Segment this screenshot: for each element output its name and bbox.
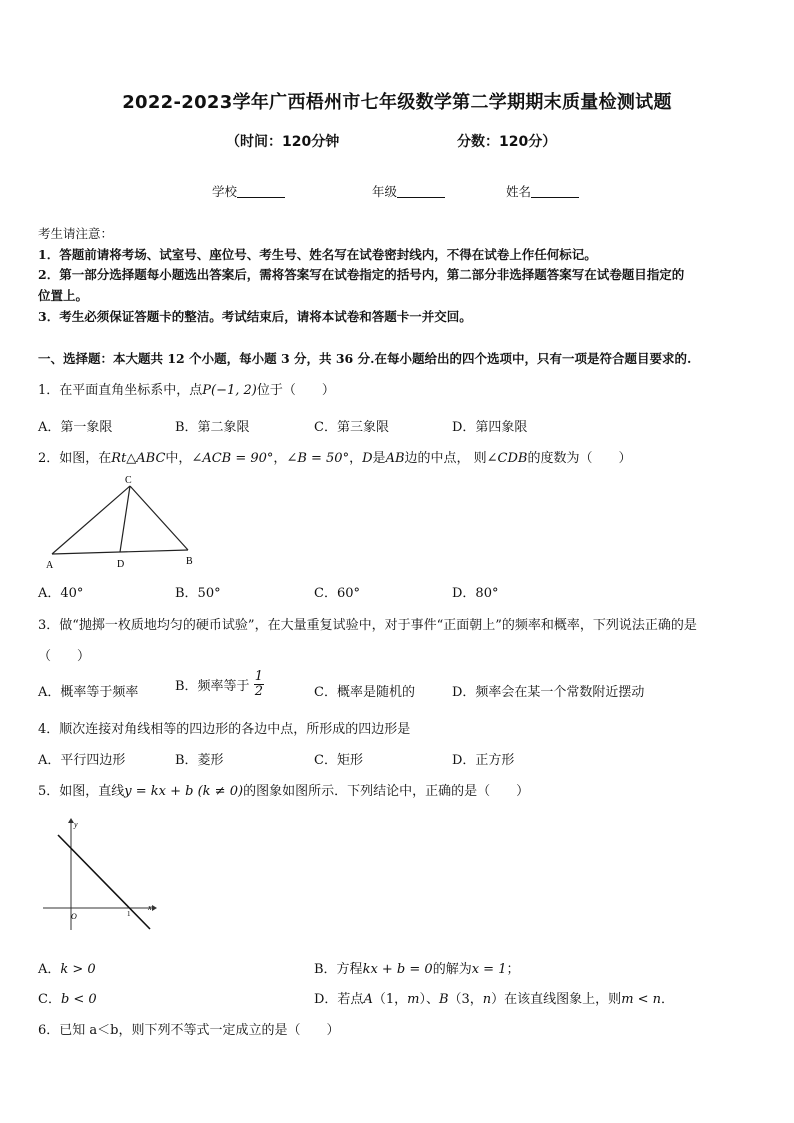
q5-option-b-solution: x = 1 [471, 962, 507, 977]
name-blank [531, 185, 579, 198]
notice-item-2-cont: 位置上。 [38, 288, 89, 303]
q2-angle-b: ∠B = 50° [286, 451, 350, 466]
q5-option-c-prefix: C． [38, 992, 61, 1007]
q2-option-b: B．50° [175, 586, 221, 601]
q5-option-d-t1: （1， [372, 992, 408, 1007]
notice-item-1: 1．答题前请将考场、试室号、座位号、考生号、姓名写在试卷密封线内，不得在试卷上作任何标记。 [38, 247, 597, 262]
q1-post: 位于（ ） [256, 383, 335, 398]
notice-heading: 考生请注意： [38, 226, 114, 241]
q4-option-d: D．正方形 [452, 753, 515, 768]
q5-line-graph [38, 815, 163, 935]
q2-side-ac-line [52, 486, 130, 554]
q3-fraction-den: 2 [254, 684, 263, 699]
q5-post: 的图象如图所示．下列结论中，正确的是（ ） [243, 784, 530, 799]
q1-pre: 1．在平面直角坐标系中，点 [38, 383, 203, 398]
exam-score: 分数：120分） [457, 134, 557, 150]
question-3: 3．做“抛掷一枚质地均匀的硬币试验”，在大量重复试验中，对于事件“正面朝上”的频率和概率，下列说法正确的是 [38, 618, 697, 633]
q5-option-a [38, 958, 96, 977]
q5-option-d-m: m [407, 992, 420, 1007]
q3-option-c: C．概率是随机的 [314, 685, 415, 700]
notice-item-2: 2．第一部分选择题每小题选出答案后，需将答案写在试卷指定的括号内，第二部分非选择题答案写在试卷题目指定的 [38, 267, 685, 282]
q5-label-x: x [148, 903, 152, 912]
q5-option-a-prefix: A． [38, 962, 61, 977]
q2-option-a: A．40° [38, 586, 84, 601]
q5-option-c [38, 988, 97, 1007]
q2-point-d: D [362, 451, 373, 466]
q5-option-d-end: ． [661, 992, 675, 1007]
question-1 [38, 379, 335, 398]
grade-blank [397, 185, 445, 198]
q2-median-cd [120, 486, 130, 552]
q2-text-2: 中， [165, 451, 192, 466]
q5-option-d-t2: ）、 [419, 992, 439, 1007]
q4-option-b: B．菱形 [175, 753, 224, 768]
q5-option-d-t4: ）在该直线图象上，则 [491, 992, 622, 1007]
q1-option-b: B．第二象限 [175, 420, 250, 435]
notice-item-3: 3．考生必须保证答题卡的整洁。考试结束后，请将本试卷和答题卡一并交回。 [38, 309, 472, 324]
q5-pre: 5．如图，直线 [38, 784, 125, 799]
q2-side-cb-line [130, 486, 188, 550]
q1-option-a: A．第一象限 [38, 420, 113, 435]
q5-option-d-t3: （3， [448, 992, 483, 1007]
school-field [212, 182, 285, 200]
q2-option-c: C．60° [314, 586, 360, 601]
q2-text-3: ， [273, 451, 287, 466]
q2-angle-cdb: ∠CDB [486, 451, 528, 466]
q5-option-a-math: k > 0 [60, 962, 96, 977]
question-2 [38, 447, 632, 466]
question-3-bracket: （ ） [38, 649, 91, 664]
q5-option-d [314, 988, 674, 1007]
q2-label-c: C [125, 475, 132, 486]
q3-option-a: A．概率等于频率 [38, 685, 139, 700]
q5-option-b-mid: 的解为 [432, 962, 472, 977]
q1-option-c: C．第三象限 [314, 420, 389, 435]
school-blank [237, 185, 285, 198]
q2-label-a: A [46, 560, 54, 571]
school-label: 学校 [212, 184, 238, 199]
q3-fraction [254, 670, 264, 699]
q2-text-5: 是 [372, 451, 386, 466]
name-label: 姓名 [506, 184, 532, 199]
exam-time: （时间：120分钟 [226, 134, 340, 150]
grade-label: 年级 [372, 184, 398, 199]
q5-option-c-math: b < 0 [60, 992, 97, 1007]
q3-fraction-num: 1 [254, 669, 263, 684]
q2-option-d: D．80° [452, 586, 499, 601]
q3-option-b [175, 670, 264, 699]
q4-option-c: C．矩形 [314, 753, 363, 768]
question-5 [38, 780, 529, 799]
q2-side-ab: AB [385, 451, 405, 466]
q1-option-d: D．第四象限 [452, 420, 528, 435]
q5-equation: y = kx + b (k ≠ 0) [124, 784, 244, 799]
q5-label-one: 1 [127, 910, 131, 918]
q3-option-b-text: B．频率等于 [175, 679, 250, 694]
section-heading: 一、选择题：本大题共 12 个小题，每小题 3 分，共 36 分.在每小题给出的四个选项中，只有一项是符合题目要求的. [38, 351, 692, 366]
q5-label-o: O [71, 912, 77, 921]
q3-option-d: D．频率会在某一个常数附近摆动 [452, 685, 645, 700]
q2-triangle: Rt△ABC [111, 451, 166, 466]
grade-field [372, 182, 445, 200]
q5-option-d-n: n [482, 992, 492, 1007]
q2-label-d: D [117, 559, 125, 570]
q4-option-a: A．平行四边形 [38, 753, 126, 768]
q2-text-1: 2．如图，在 [38, 451, 112, 466]
q5-option-b [314, 958, 519, 977]
q5-x-arrow [152, 905, 157, 911]
q5-option-d-point-a: A [363, 992, 373, 1007]
q5-option-b-prefix: B．方程 [314, 962, 363, 977]
q2-angle-acb: ∠ACB = 90° [191, 451, 274, 466]
name-field [506, 182, 579, 200]
q5-option-b-end: ； [506, 962, 520, 977]
q5-option-d-prefix: D．若点 [314, 992, 364, 1007]
question-6: 6．已知 a＜b，则下列不等式一定成立的是（ ） [38, 1023, 340, 1038]
q1-point: P(−1, 2) [202, 383, 257, 398]
q5-label-y: y [74, 820, 78, 829]
question-4: 4．顺次连接对角线相等的四边形的各边中点，所形成的四边形是 [38, 722, 411, 737]
q2-text-6: 边的中点， 则 [404, 451, 487, 466]
q2-triangle-figure [40, 472, 210, 572]
q5-option-b-equation: kx + b = 0 [362, 962, 433, 977]
page-title: 2022-2023学年广西梧州市七年级数学第二学期期末质量检测试题 [122, 92, 672, 113]
q5-option-d-point-b: B [438, 992, 449, 1007]
q2-text-4: ， [349, 451, 363, 466]
q5-option-d-inequality: m < n [621, 992, 662, 1007]
q2-text-7: 的度数为（ ） [527, 451, 632, 466]
q2-label-b: B [186, 556, 193, 567]
